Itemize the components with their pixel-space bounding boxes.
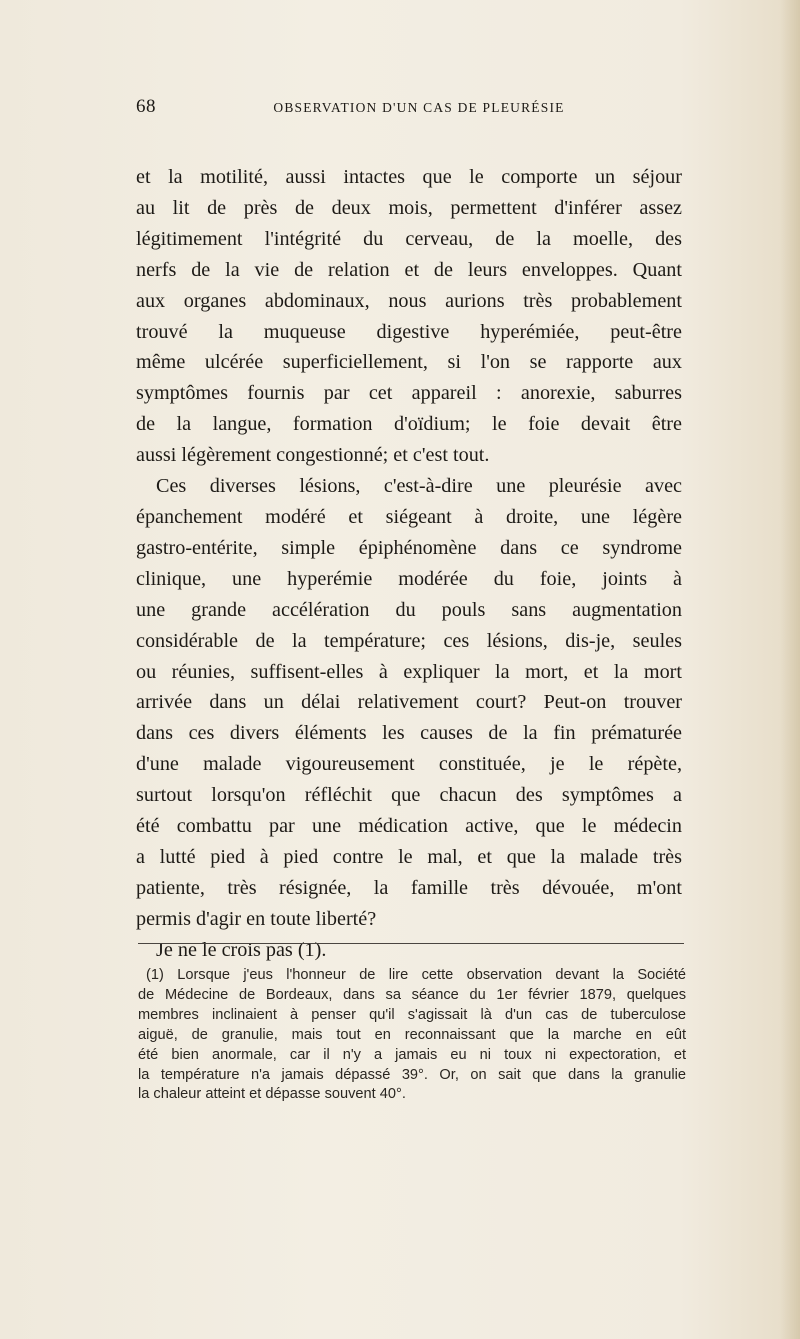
body-line: aux organes abdominaux, nous aurions très probablement — [136, 289, 682, 312]
body-line: et la motilité, aussi intactes que le comporte un séjour — [136, 166, 682, 188]
footnote-line: la chaleur atteint et dépasse souvent 40°. — [138, 1086, 406, 1103]
footnote — [138, 966, 686, 1105]
footnote-line-text: Lorsque j'eus l'honneur de lire cette observation devant la Société — [177, 967, 686, 983]
body-line: symptômes fournis par cet appareil : anorexie, saburres — [136, 382, 682, 405]
body-line-text: Je ne le crois pas — [156, 938, 293, 961]
page-header — [136, 96, 682, 126]
body-line: ou réunies, suffisent-elles à expliquer la mort, et la mort — [136, 660, 682, 683]
body-line: même ulcérée superficiellement, si l'on se rapporte aux — [136, 351, 682, 374]
page-number: 68 — [136, 96, 156, 117]
body-line: une grande accélération du pouls sans augmentation — [136, 598, 682, 621]
page-edge-shadow — [780, 0, 800, 1339]
body-line: de la langue, formation d'oïdium; le foie devait être — [136, 413, 682, 436]
footnote-line: la température n'a jamais dépassé 39°. Or, on sait que dans la granulie — [138, 1066, 686, 1083]
footnote-line: aiguë, de granulie, mais tout en reconnaissant que la marche en eût — [138, 1026, 686, 1043]
footnote-line: de Médecine de Bordeaux, dans sa séance du 1er février 1879, quelques — [138, 986, 686, 1003]
running-title: OBSERVATION D'UN CAS DE PLEURÉSIE — [273, 100, 565, 115]
body-line: a lutté pied à pied contre le mal, et que la malade très — [136, 845, 682, 868]
body-line: clinique, une hyperémie modérée du foie, joints à — [136, 567, 682, 590]
body-line: surtout lorsqu'on réfléchit que chacun des symptômes a — [136, 784, 682, 807]
body-line: permis d'agir en toute liberté? — [136, 907, 377, 930]
body-line: nerfs de la vie de relation et de leurs enveloppes. Quant — [136, 258, 682, 281]
footnote-line: été bien anormale, car il n'y a jamais eu ni toux ni expectoration, et — [138, 1046, 686, 1063]
body-line: aussi légèrement congestionné; et c'est tout. — [136, 444, 490, 467]
body-line: légitimement l'intégrité du cerveau, de la moelle, des — [136, 227, 682, 250]
body-line: trouvé la muqueuse digestive hyperémiée, peut-être — [136, 320, 682, 343]
body-line: d'une malade vigoureusement constituée, je le répète, — [136, 753, 682, 776]
footnote-separator — [138, 943, 684, 944]
body-line: épanchement modéré et siégeant à droite, une légère — [136, 505, 682, 528]
footnote-marker: (1) — [146, 967, 164, 983]
body-line: au lit de près de deux mois, permettent d'inférer assez — [136, 196, 682, 219]
body-line-final — [136, 935, 682, 966]
body-line: été combattu par une médication active, que le médecin — [136, 815, 682, 838]
body-text — [136, 162, 682, 966]
footnote-line-first — [138, 966, 686, 986]
footnote-line: membres inclinaient à penser qu'il s'agissait là d'un cas de tuberculose — [138, 1006, 686, 1023]
body-line: gastro-entérite, simple épiphénomène dans ce syndrome — [136, 536, 682, 559]
body-line: patiente, très résignée, la famille très dévouée, m'ont — [136, 876, 682, 899]
body-line: considérable de la température; ces lésions, dis-je, seules — [136, 629, 682, 652]
footnote-reference[interactable]: (1). — [297, 938, 327, 961]
body-line: dans ces divers éléments les causes de la fin prématurée — [136, 722, 682, 745]
body-line: Ces diverses lésions, c'est-à-dire une pleurésie avec — [156, 475, 682, 498]
body-line: arrivée dans un délai relativement court? Peut-on trouver — [136, 691, 682, 714]
